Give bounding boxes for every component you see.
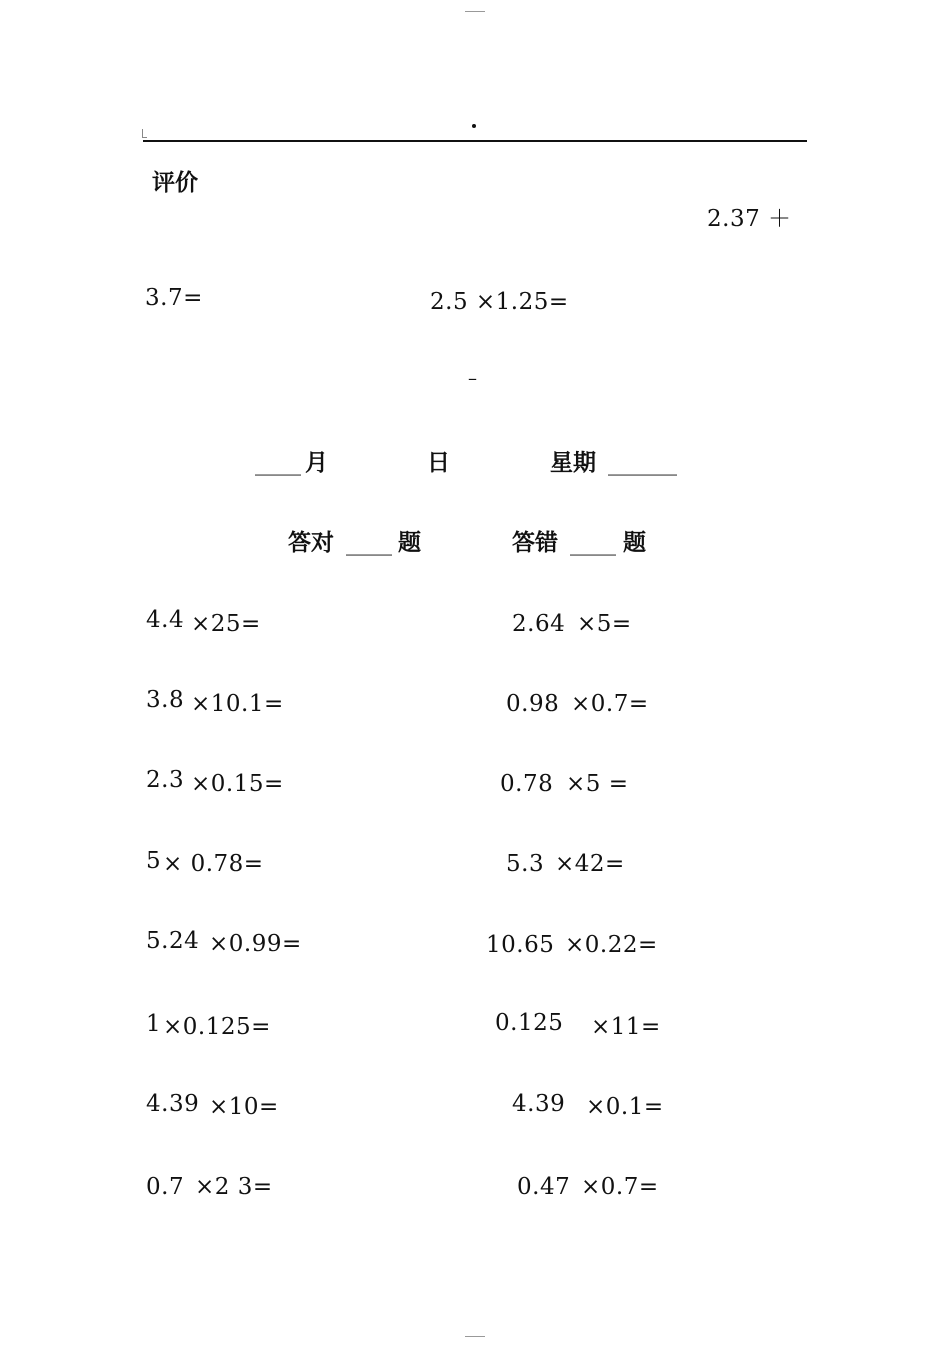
month-blank: ____: [255, 450, 301, 476]
problem-right-operator: ×0.7=: [571, 691, 649, 717]
problem-left-operand: 4.4: [146, 607, 185, 633]
problem-left-operand: 0.7: [146, 1174, 185, 1200]
wrong-unit: 题: [623, 529, 646, 556]
problem-right-operator: ×11=: [591, 1014, 661, 1040]
problem-right-operand: 0.78: [500, 771, 554, 797]
problem-right-operator: ×0.7=: [581, 1174, 659, 1200]
problem-right-operand: 5.3: [506, 851, 545, 877]
correct-label: 答对: [288, 529, 334, 556]
header-corner-mark: [142, 129, 147, 138]
problem-right-operand: 2.64: [512, 611, 566, 637]
weekday-label: 星期: [550, 449, 596, 476]
wrong-blank: ____: [570, 530, 616, 556]
problem-right-operator: ×0.1=: [586, 1094, 664, 1120]
problem-right-operand: 0.125: [495, 1010, 564, 1036]
evaluation-label: 评价: [152, 169, 198, 196]
problem-left-operand: 4.39: [146, 1091, 200, 1117]
correct-blank: ____: [346, 530, 392, 556]
problem-left-operand: 3.8: [146, 687, 185, 713]
problem-left-operator: ×0.99=: [209, 931, 302, 957]
problem-left-operand: 5.24: [146, 928, 200, 954]
problem-left-operator: ×10.1=: [191, 691, 284, 717]
month-label: 月: [305, 449, 328, 476]
wrong-label: 答错: [512, 529, 558, 556]
problem-right-operand: 0.47: [517, 1174, 571, 1200]
top-edge-mark: [465, 11, 485, 12]
problem-right-operator: ×42=: [555, 851, 625, 877]
problem-left-operator: × 0.78=: [163, 851, 264, 877]
top-problem-1-a: 2.37 ＋: [707, 206, 792, 232]
problem-right-operator: ×5=: [577, 611, 632, 637]
top-problem-2: 2.5 ×1.25=: [430, 289, 569, 315]
weekday-blank: ______: [608, 450, 677, 476]
problem-right-operand: 4.39: [512, 1091, 566, 1117]
problem-right-operand: 0.98: [506, 691, 560, 717]
header-rule: [143, 140, 807, 142]
problem-left-operator: ×0.125=: [163, 1014, 271, 1040]
bottom-edge-mark: [465, 1336, 485, 1337]
problem-left-operator: ×10=: [209, 1094, 279, 1120]
problem-left-operator: ×0.15=: [191, 771, 284, 797]
problem-left-operand: 2.3: [146, 767, 185, 793]
top-problem-1-b: 3.7=: [145, 285, 203, 311]
header-dot: [472, 124, 476, 128]
problem-left-operand: 1: [146, 1011, 162, 1037]
correct-unit: 题: [398, 529, 421, 556]
problem-left-operand: 5: [146, 848, 162, 874]
problem-right-operand: 10.65: [486, 932, 555, 958]
separator-mark: –: [468, 368, 478, 389]
problem-left-operator: ×25=: [191, 611, 261, 637]
problem-right-operator: ×0.22=: [565, 932, 658, 958]
day-label: 日: [427, 449, 450, 476]
problem-right-operator: ×5 =: [566, 771, 629, 797]
problem-left-operator: ×2 3=: [195, 1174, 273, 1200]
